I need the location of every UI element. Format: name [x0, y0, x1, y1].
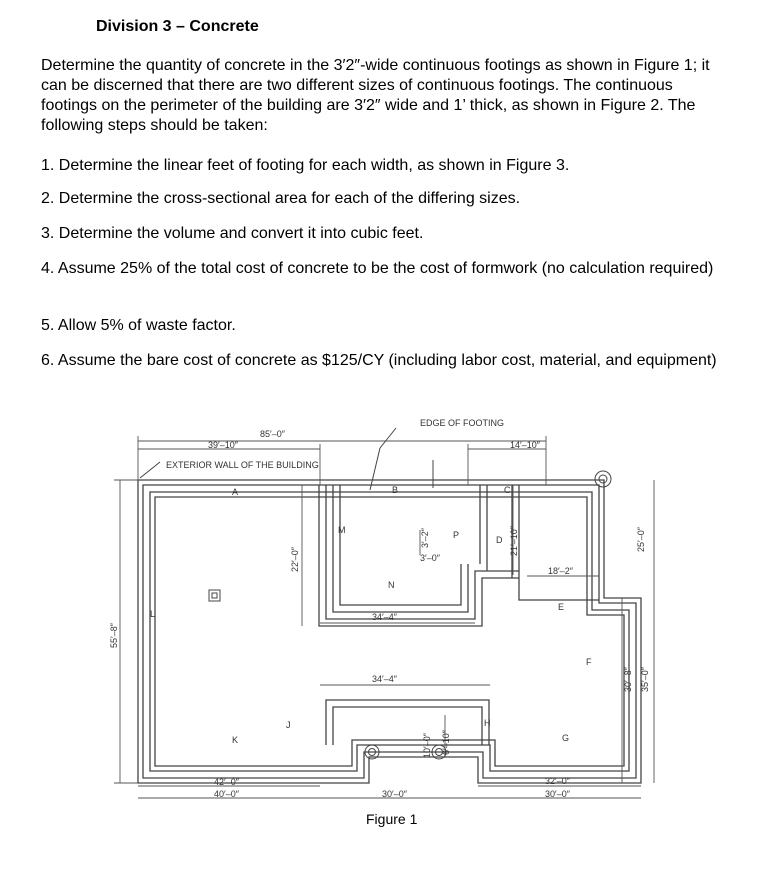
label-L: L [150, 609, 156, 619]
label-dim-18-2: 18′–2″ [548, 566, 573, 576]
figure-caption: Figure 1 [366, 811, 418, 827]
section-heading: Division 3 – Concrete [96, 18, 259, 35]
step-3: 3. Determine the volume and convert it into cubic feet. [41, 225, 424, 242]
step-2: 2. Determine the cross-sectional area for each of the differing sizes. [41, 190, 521, 207]
label-B: B [392, 485, 399, 495]
step-5: 5. Allow 5% of waste factor. [41, 317, 236, 334]
step-1: 1. Determine the linear feet of footing for each width, as shown in Figure 3. [41, 157, 570, 174]
label-dim-34-4b: 34′–4″ [372, 674, 397, 684]
label-dim-42: 42′–0″ [214, 777, 239, 787]
label-H: H [484, 718, 491, 728]
label-P: P [453, 530, 460, 540]
label-dim-3-0: 3′–0″ [420, 553, 440, 563]
label-dim-22: 22′–0″ [290, 547, 300, 572]
intro-paragraph: Determine the quantity of concrete in the 3′2″-wide continuous footings as shown in Figure 1; it can be discerned that there are two different sizes of continuous footings. The continuous footings on the perimeter of the building are 3′2″ wide and 1’ thick, as shown in Figure 2. The following steps should be taken: [41, 57, 710, 134]
label-dim-40: 40′–0″ [214, 789, 239, 799]
label-dim-32: 32′–0″ [545, 776, 570, 786]
label-dim-55-8: 55′–8″ [109, 623, 119, 648]
label-E: E [558, 602, 565, 612]
label-dim-30b: 30′–0″ [545, 789, 570, 799]
step-4: 4. Assume 25% of the total cost of concrete to be the cost of formwork (no calculation required) [41, 260, 714, 277]
label-dim-34-4a: 34′–4″ [372, 612, 397, 622]
label-dim-30-8: 30′–8″ [623, 667, 633, 692]
label-dim-3-2: 3′–2″ [420, 528, 430, 548]
label-dim-25: 25′–0″ [636, 527, 646, 552]
label-D: D [496, 535, 503, 545]
label-dim-6-10: 6′–10″ [441, 730, 451, 755]
interior-footings [319, 485, 599, 745]
label-edge-of-footing: EDGE OF FOOTING [420, 418, 505, 428]
label-dim-85: 85′–0″ [260, 429, 285, 439]
label-dim-14-10: 14′–10″ [510, 440, 540, 450]
label-N: N [388, 580, 395, 590]
label-M: M [338, 525, 346, 535]
label-dim-30a: 30′–0″ [382, 789, 407, 799]
label-F: F [586, 657, 592, 667]
leader-lines [140, 428, 433, 490]
label-dim-35: 35′–0″ [640, 667, 650, 692]
label-exterior-wall: EXTERIOR WALL OF THE BUILDING [166, 460, 319, 470]
label-G: G [562, 733, 570, 743]
label-dim-10: 10′–0″ [422, 733, 432, 758]
label-C: C [504, 485, 511, 495]
label-K: K [232, 735, 239, 745]
column-markers [209, 471, 611, 759]
label-dim-21-10: 21′–10″ [509, 526, 519, 556]
figure-1-floor-plan [0, 400, 759, 810]
label-dim-39-10: 39′–10″ [208, 440, 238, 450]
step-6: 6. Assume the bare cost of concrete as $125/CY (including labor cost, material, and equipment) [41, 352, 717, 369]
label-A: A [232, 487, 239, 497]
figure-labels [109, 418, 650, 799]
label-J: J [286, 720, 291, 730]
